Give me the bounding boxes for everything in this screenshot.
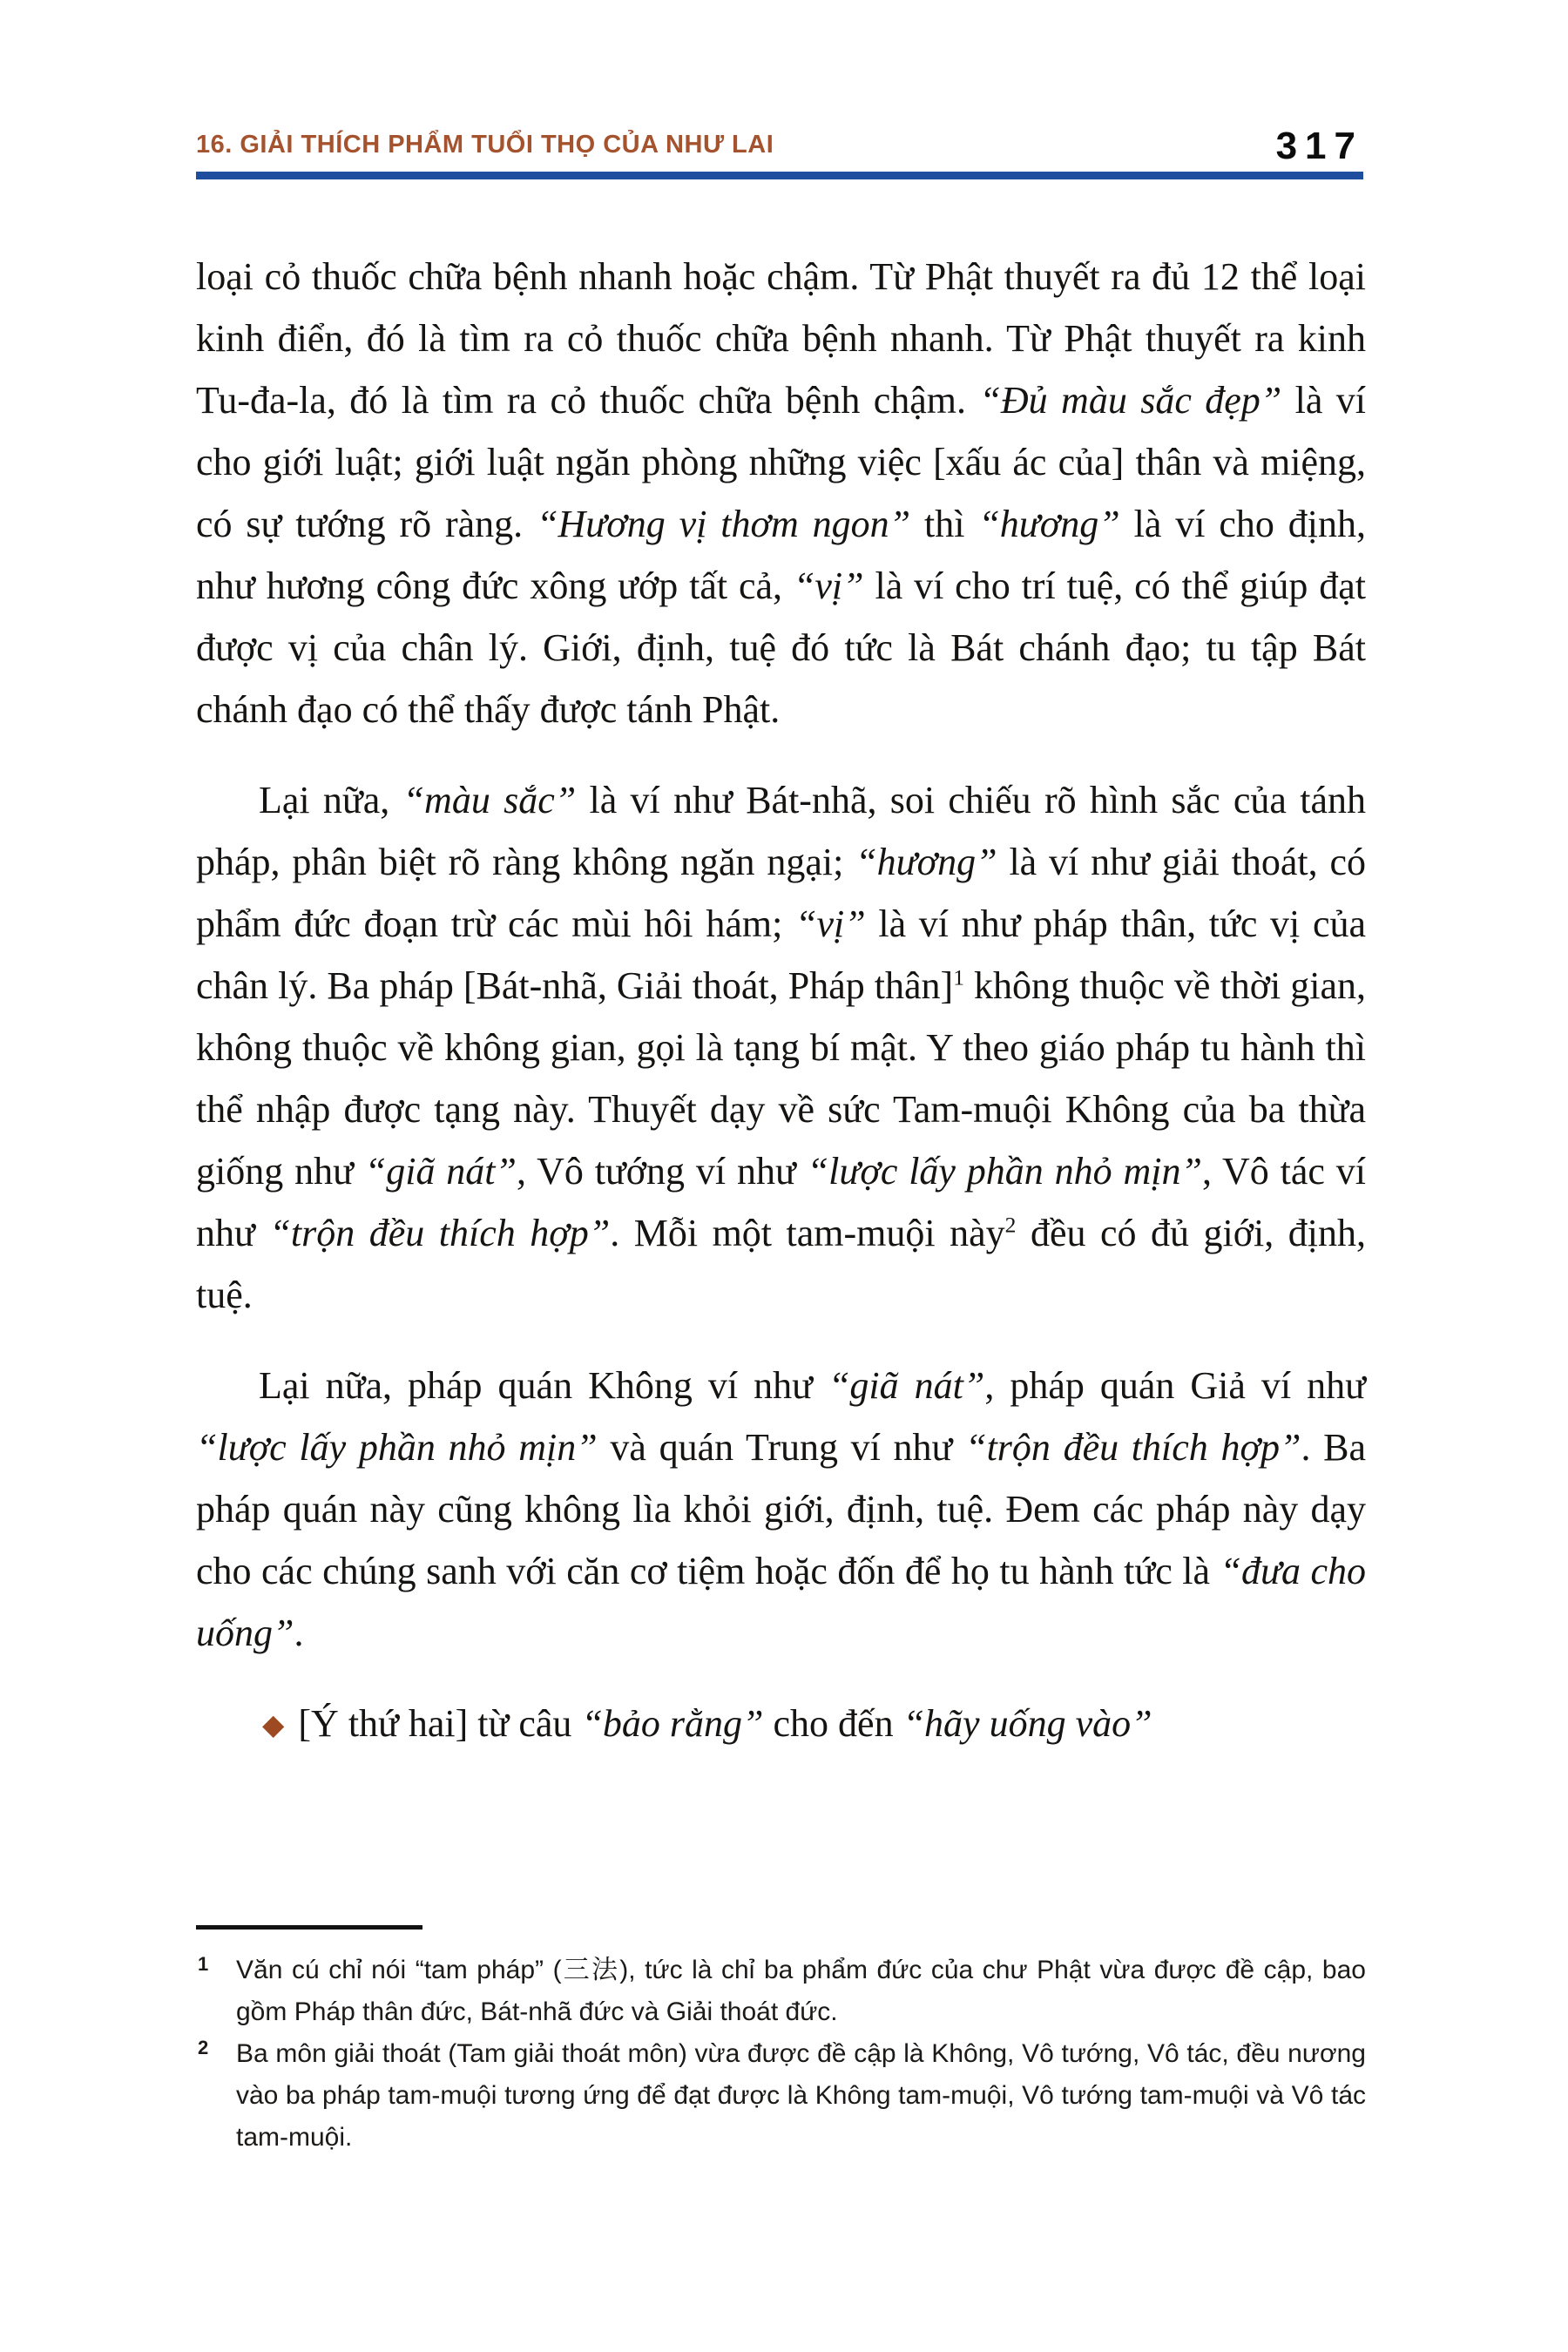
footnote-text: Ba môn giải thoát (Tam giải thoát môn) vừa được đề cập là Không, Vô tướng, Vô tác, đều nương vào ba pháp tam-muội tương ứng để đạt được là Không tam-muội, Vô tướng tam-muội và Vô tác tam-muội.: [236, 2039, 1366, 2152]
running-header: [196, 127, 1363, 166]
body-paragraph-bullet: [196, 1693, 1366, 1755]
footnote-text: Văn cú chỉ nói “tam pháp” (三法), tức là chỉ ba phẩm đức của chư Phật vừa được đề cập, bao gồm Pháp thân đức, Bát-nhã đức và Giải thoát đức.: [236, 1956, 1366, 2026]
footnotes: [196, 1950, 1366, 2159]
body-paragraph: Lại nữa, pháp quán Không ví như “giã nát”, pháp quán Giả ví như “lược lấy phần nhỏ mịn” và quán Trung ví như “trộn đều thích hợp”. Ba pháp quán này cũng không lìa khỏi giới, định, tuệ. Đem các pháp này dạy cho các chúng sanh với căn cơ tiệm hoặc đốn để họ tu hành tức là “đưa cho uống”.: [196, 1364, 1367, 1654]
diamond-bullet-icon: ◆: [262, 1707, 285, 1741]
footnote-marker: 2: [198, 2037, 209, 2058]
body-text: [196, 246, 1366, 1784]
body-paragraph: Lại nữa, “màu sắc” là ví như Bát-nhã, soi chiếu rõ hình sắc của tánh pháp, phân biệt rõ ràng không ngăn ngại; “hương” là ví như giải thoát, có phẩm đức đoạn trừ các mùi hôi hám; “vị” là ví như pháp thân, tức vị của chân lý. Ba pháp [Bát-nhã, Giải thoát, Pháp thân]$^1$ không thuộc về thời gian, không thuộc về không gian, gọi là tạng bí mật. Y theo giáo pháp tu hành thì thể nhập được tạng này. Thuyết dạy về sức Tam-muội Không của ba thừa giống như “giã nát”, Vô tướng ví như “lược lấy phần nhỏ mịn”, Vô tác ví như “trộn đều thích hợp”. Mỗi một tam-muội này$^2$ đều có đủ giới, định, tuệ.: [196, 779, 1367, 1316]
body-paragraph: loại cỏ thuốc chữa bệnh nhanh hoặc chậm. Từ Phật thuyết ra đủ 12 thể loại kinh điển, đó là tìm ra cỏ thuốc chữa bệnh nhanh. Từ Phật thuyết ra kinh Tu-đa-la, đó là tìm ra cỏ thuốc chữa bệnh chậm. “Đủ màu sắc đẹp” là ví cho giới luật; giới luật ngăn phòng những việc [xấu ác của] thân và miệng, có sự tướng rõ ràng. “Hương vị thơm ngon” thì “hương” là ví cho định, như hương công đức xông ướp tất cả, “vị” là ví cho trí tuệ, có thể giúp đạt được vị của chân lý. Giới, định, tuệ đó tức là Bát chánh đạo; tu tập Bát chánh đạo có thể thấy được tánh Phật.: [196, 255, 1367, 731]
footnote-marker: 1: [198, 1953, 209, 1975]
page-number: 317: [1275, 125, 1363, 167]
footnote-item: [196, 1950, 1366, 2033]
header-rule: [196, 172, 1363, 179]
bullet-paragraph-text: [Ý thứ hai] từ câu “bảo rằng” cho đến “hãy uống vào”: [298, 1702, 1152, 1745]
footnote-item: [196, 2033, 1366, 2159]
chapter-title: 16. GIẢI THÍCH PHẨM TUỔI THỌ CỦA NHƯ LAI: [196, 131, 774, 159]
footnote-separator: [196, 1925, 422, 1930]
